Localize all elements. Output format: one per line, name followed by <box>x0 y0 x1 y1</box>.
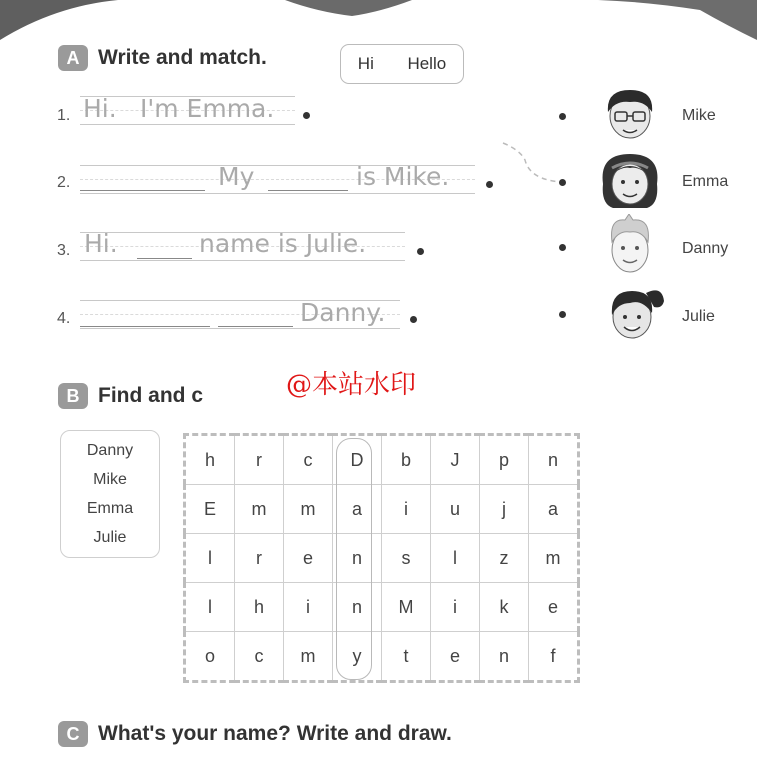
list-name-emma: Emma <box>86 500 134 517</box>
watermark-text: @本站水印 <box>286 370 417 400</box>
row-1-trace-1: Hi. <box>83 94 117 123</box>
grid-row-5 <box>185 632 579 682</box>
row-2-trace-1: My <box>218 162 255 191</box>
grid-cell[interactable]: r <box>235 534 284 583</box>
grid-cell[interactable]: e <box>431 632 480 682</box>
grid-cell[interactable]: r <box>235 435 284 485</box>
grid-cell[interactable]: E <box>185 485 235 534</box>
section-c-title: What's your name? Write and draw. <box>98 722 452 745</box>
julie-avatar <box>602 283 670 345</box>
grid-row-4 <box>185 583 579 632</box>
grid-cell[interactable]: y <box>333 632 382 682</box>
grid-cell[interactable]: n <box>480 632 529 682</box>
section-a-badge: A <box>58 45 88 71</box>
grid-cell[interactable]: b <box>382 435 431 485</box>
row-2-number: 2. <box>57 174 71 191</box>
grid-cell[interactable]: e <box>529 583 579 632</box>
grid-cell[interactable]: n <box>333 534 382 583</box>
grid-cell[interactable]: D <box>333 435 382 485</box>
grid-cell[interactable]: k <box>480 583 529 632</box>
person-name-mike: Mike <box>682 107 716 124</box>
grid-cell[interactable]: J <box>431 435 480 485</box>
section-b-title: Find and c <box>98 384 203 407</box>
grid-cell[interactable]: M <box>382 583 431 632</box>
grid-cell[interactable]: o <box>185 632 235 682</box>
found-word-highlight <box>336 438 372 680</box>
section-b-badge: B <box>58 383 88 409</box>
grid-cell[interactable]: t <box>382 632 431 682</box>
grid-cell[interactable]: l <box>185 583 235 632</box>
grid-row-2 <box>185 485 579 534</box>
section-c-badge: C <box>58 721 88 747</box>
grid-cell[interactable]: i <box>431 583 480 632</box>
grid-cell[interactable]: a <box>333 485 382 534</box>
section-b-heading <box>58 383 203 409</box>
list-name-julie: Julie <box>93 529 127 546</box>
row-4-number: 4. <box>57 310 71 327</box>
mike-match-dot[interactable] <box>559 113 566 120</box>
row-3-trace-1: Hi. <box>84 229 118 258</box>
list-name-mike: Mike <box>93 471 127 488</box>
grid-cell[interactable]: m <box>235 485 284 534</box>
mike-avatar <box>600 86 660 142</box>
row-3-number: 3. <box>57 242 71 259</box>
row-4-trace-1: Danny. <box>300 298 386 327</box>
grid-cell[interactable]: f <box>529 632 579 682</box>
row-1-trace-2: I'm Emma. <box>140 94 275 123</box>
section-a-title: Write and match. <box>98 46 267 69</box>
grid-cell[interactable]: h <box>185 435 235 485</box>
grid-cell[interactable]: m <box>284 632 333 682</box>
grid-cell[interactable]: p <box>480 435 529 485</box>
section-c-heading <box>58 721 452 747</box>
list-name-danny: Danny <box>86 442 134 459</box>
person-name-julie: Julie <box>682 308 715 325</box>
word-hi: Hi <box>357 54 374 73</box>
row-2-trace-2: is Mike. <box>356 162 450 191</box>
emma-match-dot[interactable] <box>559 179 566 186</box>
row-1-number: 1. <box>57 107 71 124</box>
person-name-danny: Danny <box>682 240 729 257</box>
name-list-box <box>60 430 160 558</box>
grid-cell[interactable]: c <box>284 435 333 485</box>
grid-cell[interactable]: i <box>284 583 333 632</box>
grid-cell[interactable]: a <box>529 485 579 534</box>
grid-cell[interactable]: n <box>529 435 579 485</box>
grid-cell[interactable]: z <box>480 534 529 583</box>
person-name-emma: Emma <box>682 173 729 190</box>
grid-cell[interactable]: u <box>431 485 480 534</box>
grid-cell[interactable]: m <box>284 485 333 534</box>
emma-avatar <box>597 150 663 212</box>
grid-cell[interactable]: c <box>235 632 284 682</box>
grid-cell[interactable]: j <box>480 485 529 534</box>
grid-cell[interactable]: s <box>382 534 431 583</box>
danny-avatar <box>603 214 657 278</box>
grid-row-1 <box>185 435 579 485</box>
row-3-trace-2: name is Julie. <box>199 229 367 258</box>
grid-cell[interactable]: l <box>431 534 480 583</box>
julie-match-dot[interactable] <box>559 311 566 318</box>
grid-cell[interactable]: l <box>185 534 235 583</box>
grid-cell[interactable]: h <box>235 583 284 632</box>
danny-match-dot[interactable] <box>559 244 566 251</box>
grid-cell[interactable]: n <box>333 583 382 632</box>
word-search-grid <box>183 433 580 683</box>
grid-cell[interactable]: i <box>382 485 431 534</box>
grid-cell[interactable]: m <box>529 534 579 583</box>
grid-cell[interactable]: e <box>284 534 333 583</box>
word-hello: Hello <box>407 54 447 73</box>
grid-row-3 <box>185 534 579 583</box>
